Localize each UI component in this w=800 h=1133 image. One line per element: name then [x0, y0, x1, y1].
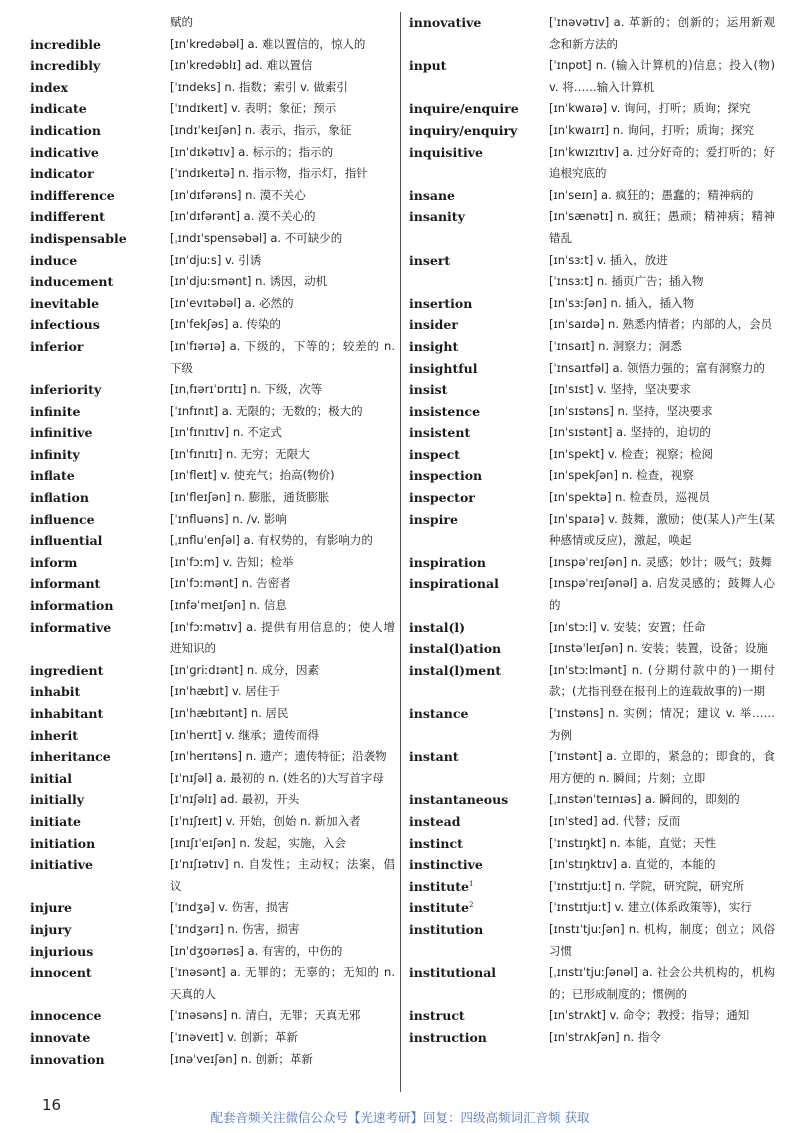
definition: [ɪnˈfɪnɪtɪ] n. 无穷；无限大: [170, 446, 310, 461]
headword: inform: [30, 554, 78, 570]
word-entry: [30, 854, 395, 897]
word-entry: [409, 833, 775, 855]
word-entry: [409, 746, 775, 789]
definition: [ˈɪnsaɪt] n. 洞察力；洞悉: [549, 338, 682, 353]
definition: [ɪnstɪˈtjuːʃən] n. 机构，制度；创立；风俗习惯: [549, 921, 775, 958]
definition: [ˈɪndɪkeɪtə] n. 指示物，指示灯，指针: [170, 166, 368, 181]
word-entry: [30, 55, 395, 77]
word-entry: [30, 941, 395, 963]
headword-superscript: 1: [469, 879, 474, 888]
headword: informative: [30, 619, 112, 635]
word-entry: [30, 703, 395, 725]
word-entry: [30, 962, 395, 1005]
headword: inspector: [409, 490, 475, 506]
word-entry: [409, 271, 775, 293]
word-entry: [409, 897, 775, 919]
word-entry: [30, 293, 395, 315]
definition: [ˈɪnsaɪtfəl] a. 领悟力强的；富有洞察力的: [549, 360, 765, 375]
definition: [ɪnˈsaɪdə] n. 熟悉内情者；内部的人，会员: [549, 317, 773, 332]
definition: 赋的: [170, 15, 193, 29]
headword: inducement: [30, 274, 114, 290]
word-entry: [30, 77, 395, 99]
definition: [ɪnspəˈreɪʃənəl] a. 启发灵感的；鼓舞人心的: [549, 576, 775, 613]
headword: indispensable: [30, 230, 127, 246]
word-entry: [30, 789, 395, 811]
word-entry: [30, 1027, 395, 1049]
headword: information: [30, 598, 114, 614]
word-entry: [30, 746, 395, 768]
headword: innocent: [30, 965, 92, 981]
definition: [ɪnˈdjuːsmənt] n. 诱因，动机: [170, 274, 328, 289]
headword: inspire: [409, 511, 458, 527]
definition: [ˌɪnfluˈenʃəl] a. 有权势的，有影响力的: [170, 533, 373, 548]
word-entry: [409, 854, 775, 876]
word-entry: [409, 487, 775, 509]
definition: [ɪnˈspektə] n. 检查员，巡视员: [549, 490, 711, 505]
word-entry: [409, 876, 775, 898]
word-entry: [409, 185, 775, 207]
definition: [ɪnˈstrʌkʃən] n. 指令: [549, 1029, 661, 1044]
page-number: 16: [42, 1096, 62, 1114]
definition: [ɪnˈkwɪzɪtɪv] a. 过分好奇的；爱打听的；好追根究底的: [549, 144, 775, 181]
headword: insertion: [409, 295, 473, 311]
definition: [ɪnˈfekʃəs] a. 传染的: [170, 317, 281, 332]
word-entry: [30, 185, 395, 207]
definition: [ɪnstəˈleɪʃən] n. 安装；装置，设备；设施: [549, 641, 768, 656]
definition: [ˈɪnstɪtjuːt] v. 建立(体系政策等)，实行: [549, 900, 752, 915]
headword: inhabitant: [30, 706, 104, 721]
word-entry: [30, 12, 395, 34]
word-entry: [30, 573, 395, 595]
headword: inferiority: [30, 382, 102, 398]
headword: insistent: [409, 425, 471, 441]
headword: insist: [409, 382, 448, 398]
headword: inherit: [30, 727, 78, 743]
word-entry: [30, 919, 395, 941]
headword-superscript: 2: [469, 901, 474, 910]
headword: indicative: [30, 144, 99, 160]
headword: influence: [30, 511, 95, 527]
word-entry: [30, 552, 395, 574]
definition: [ɪnəˈveɪʃən] n. 创新；革新: [170, 1051, 313, 1066]
definition: [ˈɪnəveɪt] v. 创新；革新: [170, 1029, 298, 1044]
definition: [ɪnˈkredəblɪ] ad. 难以置信: [170, 58, 313, 73]
word-entry: [30, 163, 395, 185]
definition: [ɪnˈdʒʊərɪəs] a. 有害的，中伤的: [170, 943, 343, 958]
definition: [ɪnˈfɔːm] v. 告知；检举: [170, 554, 294, 569]
definition: [ɪnˈsɪst] v. 坚持，坚决要求: [549, 382, 691, 397]
definition: [ɪnˈfleɪʃən] n. 膨胀，通货膨胀: [170, 490, 330, 505]
headword: insistence: [409, 403, 481, 419]
definition: [ɪnˈsted] ad. 代替；反而: [549, 813, 681, 828]
definition: [ɪndɪˈkeɪʃən] n. 表示，指示，象征: [170, 122, 352, 137]
word-entry: [409, 293, 775, 315]
headword: initially: [30, 792, 84, 808]
headword: indication: [30, 122, 101, 138]
word-entry: [409, 919, 775, 962]
definition: [ˈɪnstɪŋkt] n. 本能，直觉；天性: [549, 835, 717, 850]
definition: [ɪnˈfleɪt] v. 使充气；抬高(物价): [170, 468, 335, 483]
definition: [ɪnˈdɪfərəns] n. 漠不关心: [170, 187, 306, 202]
column-divider: [400, 12, 401, 1092]
definition: [ˈɪndʒərɪ] n. 伤害，损害: [170, 921, 300, 936]
word-entry: [30, 1049, 395, 1071]
definition: [ɪnˈhæbɪtənt] n. 居民: [170, 706, 289, 720]
word-entry: [409, 465, 775, 487]
headword: innovate: [30, 1029, 91, 1045]
headword: indicator: [30, 166, 94, 182]
headword: inheritance: [30, 749, 111, 765]
headword: initiate: [30, 813, 81, 829]
definition: [ɪnˈdɪkətɪv] a. 标示的；指示的: [170, 144, 334, 159]
headword: infinitive: [30, 425, 93, 441]
word-entry: [30, 336, 395, 379]
headword: induce: [30, 252, 78, 268]
word-entry: [409, 314, 775, 336]
word-entry: [30, 379, 395, 401]
definition: [ˈɪnəvətɪv] a. 革新的；创新的；运用新观念和新方法的: [549, 15, 775, 51]
headword: incredibly: [30, 58, 101, 74]
headword: insight: [409, 338, 459, 354]
word-entry: [409, 509, 775, 552]
definition: [ɪnˈstɔːlmənt] n. (分期付款中的)一期付款；(尤指刊登在报刊上的连载故事的)一期: [549, 662, 775, 699]
word-entry: [30, 530, 395, 552]
word-entry: [409, 703, 775, 746]
headword: inspiration: [409, 554, 486, 570]
definition: [ɪnˈdɪfərənt] a. 漠不关心的: [170, 209, 316, 224]
word-entry: [30, 833, 395, 855]
word-entry: [30, 444, 395, 466]
definition: [ˈɪnəsəns] n. 清白，无罪；天真无邪: [170, 1008, 361, 1023]
headword: insightful: [409, 360, 478, 376]
word-entry: [30, 768, 395, 790]
definition: [ɪnˈhæbɪt] v. 居住于: [170, 684, 280, 699]
definition: [ˈɪndɪkeɪt] v. 表明；象征；预示: [170, 101, 337, 116]
word-entry: [30, 509, 395, 531]
definition: [ɪˈnɪʃɪeɪt] v. 开始，创始 n. 新加入者: [170, 813, 361, 828]
word-entry: [30, 206, 395, 228]
headword: institute$^1$: [409, 878, 474, 894]
headword: institute$^2$: [409, 900, 474, 916]
word-entry: [30, 401, 395, 423]
word-entry: [30, 271, 395, 293]
definition: [ˈɪnəsənt] a. 无罪的；无辜的；无知的 n. 天真的人: [170, 965, 395, 1001]
word-entry: [409, 962, 775, 1005]
headword: instal(l)ment: [409, 662, 502, 678]
word-entry: [409, 12, 775, 55]
word-entry: [409, 573, 775, 616]
definition: [ɪnˈsɜːt] v. 插入，放进: [549, 252, 668, 267]
headword: injurious: [30, 943, 94, 959]
headword: incredible: [30, 36, 101, 52]
word-entry: [30, 681, 395, 703]
headword: innocence: [30, 1008, 102, 1024]
headword: inflate: [30, 468, 75, 484]
headword: inhabit: [30, 684, 81, 700]
word-entry: [30, 228, 395, 250]
headword: injury: [30, 921, 72, 937]
headword: innovation: [30, 1051, 105, 1067]
definition: [ˈɪnfluəns] n. /v. 影响: [170, 511, 287, 526]
headword: innovative: [409, 15, 482, 30]
word-entry: [409, 552, 775, 574]
headword: inspirational: [409, 576, 499, 592]
definition: [ˌɪndɪˈspensəbəl] a. 不可缺少的: [170, 230, 343, 245]
headword: injure: [30, 900, 72, 916]
headword: instant: [409, 749, 459, 765]
headword: inferior: [30, 338, 84, 354]
headword: indifferent: [30, 209, 105, 225]
headword: instantaneous: [409, 792, 509, 808]
definition: [ˌɪnstənˈteɪnɪəs] a. 瞬间的，即刻的: [549, 792, 740, 807]
headword: ingredient: [30, 662, 104, 678]
word-entry: [409, 1027, 775, 1049]
word-entry: [30, 1005, 395, 1027]
word-entry: [409, 1005, 775, 1027]
definition: [ɪnˈstɔːl] v. 安装；安置；任命: [549, 619, 706, 634]
word-entry: [409, 358, 775, 380]
definition: [ɪnˈfɔːmənt] n. 告密者: [170, 576, 291, 591]
headword: instinct: [409, 835, 463, 851]
word-entry: [409, 206, 775, 249]
word-entry: [409, 55, 775, 98]
headword: inspect: [409, 446, 460, 462]
word-entry: [409, 401, 775, 423]
word-entry: [409, 617, 775, 639]
definition: [ɪnfəˈmeɪʃən] n. 信息: [170, 598, 287, 613]
definition: [ɪnspəˈreɪʃən] n. 灵感；妙计；吸气；鼓舞: [549, 554, 772, 569]
definition: [ɪnˈherɪtəns] n. 遗产；遗传特征；沿袭物: [170, 749, 387, 764]
word-entry: [30, 422, 395, 444]
definition: [ɪnˈfɪərɪə] a. 下级的，下等的；较差的 n. 下级: [170, 338, 395, 375]
word-entry: [30, 617, 395, 660]
definition: [ɪnˌfɪərɪˈɒrɪtɪ] n. 下级，次等: [170, 382, 323, 397]
definition: [ˈɪnstənt] a. 立即的，紧急的；即食的，食用方便的 n. 瞬间；片刻；立即: [549, 749, 775, 785]
word-entry: [409, 422, 775, 444]
definition: [ɪˈnɪʃɪətɪv] n. 自发性；主动权；法案，倡议: [170, 857, 395, 893]
headword: infectious: [30, 317, 100, 333]
headword: informant: [30, 576, 101, 592]
headword: indifference: [30, 187, 115, 203]
definition: [ɪnˈɡriːdɪənt] n. 成分，因素: [170, 662, 319, 677]
definition: [ɪnˈsɪstəns] n. 坚持，坚决要求: [549, 403, 713, 418]
footer-note: 配套音频关注微信公众号【光速考研】回复：四级高频词汇音频 获取: [210, 1110, 590, 1125]
headword: institution: [409, 921, 484, 937]
headword: indicate: [30, 101, 87, 117]
definition: [ˈɪndeks] n. 指数；索引 v. 做索引: [170, 79, 348, 94]
headword: inquisitive: [409, 144, 483, 160]
headword: inquiry/enquiry: [409, 122, 518, 138]
headword: instinctive: [409, 857, 483, 873]
definition: [ɪnˈspekʃən] n. 检查，视察: [549, 468, 694, 483]
word-entry: [30, 34, 395, 56]
headword: infinite: [30, 403, 81, 419]
definition: [ɪnɪʃɪˈeɪʃən] n. 发起，实施，入会: [170, 835, 346, 850]
headword: influential: [30, 533, 103, 549]
definition: [ɪnˈspekt] v. 检查；视察；检阅: [549, 446, 714, 461]
definition: [ɪnˈevɪtəbəl] a. 必然的: [170, 295, 294, 310]
definition: [ɪnˈsɪstənt] a. 坚持的，迫切的: [549, 425, 711, 440]
headword: instruction: [409, 1029, 487, 1045]
headword: initiation: [30, 835, 96, 851]
headword: inevitable: [30, 295, 100, 311]
word-entry: [30, 660, 395, 682]
headword: instal(l)ation: [409, 641, 502, 657]
headword: initial: [30, 770, 72, 786]
word-entry: [30, 98, 395, 120]
right-column: [409, 12, 775, 1049]
headword: institutional: [409, 965, 497, 981]
word-entry: [409, 660, 775, 703]
word-entry: [30, 314, 395, 336]
definition: [ɪnˈfɔːmətɪv] a. 提供有用信息的；使人增进知识的: [170, 619, 395, 656]
definition: [ˈɪndʒə] v. 伤害，损害: [170, 900, 290, 915]
definition: [ɪnˈstrʌkt] v. 命令；教授；指导；通知: [549, 1008, 750, 1023]
headword: inflation: [30, 490, 89, 506]
definition: [ˈɪnsɜːt] n. 插页广告；插入物: [549, 274, 704, 289]
left-column: [30, 12, 395, 1070]
word-entry: [30, 250, 395, 272]
headword: insanity: [409, 209, 465, 225]
definition: [ɪnˈfɪnɪtɪv] n. 不定式: [170, 425, 282, 440]
word-entry: [30, 725, 395, 747]
definition: [ˈɪnstəns] n. 实例；情况；建议 v. 举……为例: [549, 706, 775, 742]
word-entry: [30, 487, 395, 509]
definition: [ˈɪnstɪtjuːt] n. 学院，研究院，研究所: [549, 878, 745, 893]
headword: insert: [409, 252, 451, 268]
definition: [ɪnˈsænətɪ] n. 疯狂；愚顽；精神病；精神错乱: [549, 209, 775, 245]
definition: [ˈɪnfɪnɪt] a. 无限的；无数的；极大的: [170, 403, 363, 418]
definition: [ɪnˈkredəbəl] a. 难以置信的，惊人的: [170, 36, 366, 51]
word-entry: [409, 250, 775, 272]
word-entry: [409, 379, 775, 401]
headword: instance: [409, 706, 469, 721]
headword: infinity: [30, 446, 80, 462]
word-entry: [30, 120, 395, 142]
word-entry: [30, 142, 395, 164]
word-entry: [409, 336, 775, 358]
headword: instal(l): [409, 619, 466, 635]
definition: [ɪnˈkwaɪrɪ] n. 询问，打听；质询；探究: [549, 122, 754, 137]
definition: [ɪnˈkwaɪə] v. 询问，打听；质询；探究: [549, 101, 751, 116]
word-entry: [409, 98, 775, 120]
word-entry: [409, 811, 775, 833]
word-entry: [30, 897, 395, 919]
headword: input: [409, 58, 447, 74]
definition: [ˌɪnstɪˈtjuːʃənəl] a. 社会公共机构的，机构的；已形成制度的；惯例的: [549, 965, 775, 1001]
word-entry: [30, 595, 395, 617]
definition: [ɪnˈstɪŋktɪv] a. 直觉的，本能的: [549, 857, 716, 872]
word-entry: [30, 811, 395, 833]
word-entry: [409, 142, 775, 185]
headword: instead: [409, 813, 461, 829]
headword: inspection: [409, 468, 483, 484]
word-entry: [409, 638, 775, 660]
headword: index: [30, 79, 68, 95]
definition: [ɪnˈseɪn] a. 疯狂的；愚蠢的；精神病的: [549, 187, 754, 202]
headword: initiative: [30, 857, 93, 873]
definition: [ˈɪnpʊt] n. (输入计算机的)信息；投入(物) v. 将……输入计算机: [549, 58, 775, 94]
headword: inquire/enquire: [409, 101, 519, 117]
definition: [ɪnˈherɪt] v. 继承；遗传而得: [170, 727, 319, 742]
word-entry: [409, 120, 775, 142]
definition: [ɪnˈsɜːʃən] n. 插入，插入物: [549, 295, 695, 310]
word-entry: [409, 444, 775, 466]
definition: [ɪˈnɪʃəl] a. 最初的 n. (姓名的)大写首字母: [170, 770, 384, 785]
definition: [ɪnˈspaɪə] v. 鼓舞，激励；使(某人)产生(某种感情或反应)，激起，唤起: [549, 511, 775, 548]
headword: instruct: [409, 1008, 465, 1024]
headword: insider: [409, 317, 458, 333]
word-entry: [409, 789, 775, 811]
definition: [ɪˈnɪʃəlɪ] ad. 最初，开头: [170, 792, 300, 807]
headword: insane: [409, 187, 456, 203]
word-entry: [30, 465, 395, 487]
definition: [ɪnˈdjuːs] v. 引诱: [170, 252, 262, 267]
